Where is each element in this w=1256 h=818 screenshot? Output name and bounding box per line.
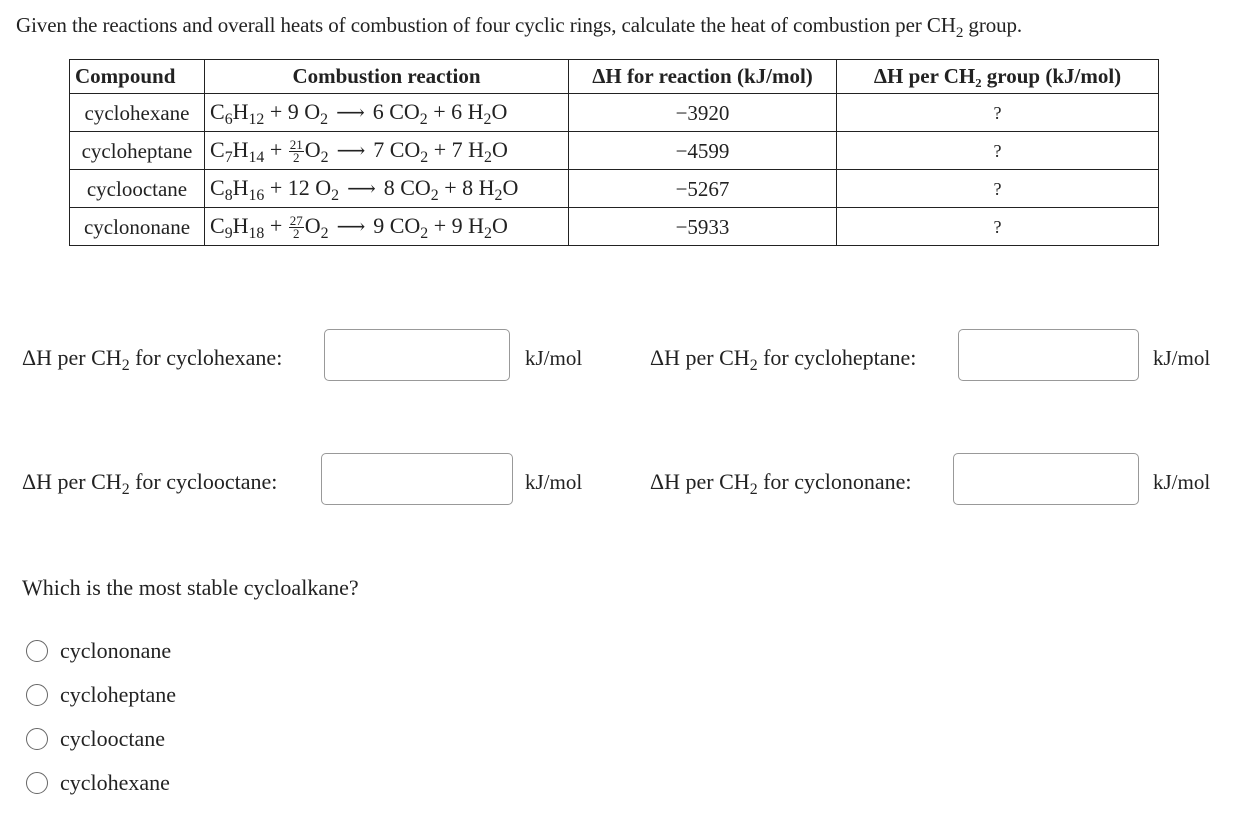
answer-label-cyclononane: ΔH per $CH_2$ for cyclononane: — [650, 469, 912, 499]
unit-label: kJ/mol — [525, 470, 583, 494]
compound-name: cyclooctane — [70, 170, 205, 208]
option-cyclohexane[interactable] — [26, 769, 170, 797]
option-label: cyclohexane — [60, 770, 170, 795]
dh-per-ch2-value: ? — [837, 208, 1159, 246]
radio-button[interactable] — [26, 728, 48, 750]
dh-reaction-value: −3920 — [569, 94, 837, 132]
reaction-equation: $C_9H_{18}$ + $\frac{27}{2}$ $O_2$ ⟶ 9 $CO_2 + 9$ $H_2O$ — [205, 208, 569, 246]
answer-input-cyclononane[interactable] — [953, 453, 1139, 505]
dh-reaction-value: −5267 — [569, 170, 837, 208]
radio-button[interactable] — [26, 772, 48, 794]
dh-reaction-value: −5933 — [569, 208, 837, 246]
answer-label-cyclooctane: ΔH per $CH_2$ for cyclooctane: — [22, 469, 278, 499]
table-header-row — [70, 60, 1159, 94]
dh-per-ch2-value: ? — [837, 94, 1159, 132]
answer-input-cycloheptane[interactable] — [958, 329, 1139, 381]
problem-prompt: Given the reactions and overall heats of combustion of four cyclic rings, calculate the heat of combustion per $CH_2$ group. — [16, 13, 1023, 41]
option-label: cyclononane — [60, 638, 172, 663]
answer-input-cyclohexane[interactable] — [324, 329, 510, 381]
radio-button[interactable] — [26, 684, 48, 706]
unit-label: kJ/mol — [525, 346, 583, 370]
table-row — [70, 170, 1159, 208]
compound-name: cycloheptane — [70, 132, 205, 170]
header-dh-reaction: ΔH for reaction (kJ/mol) — [569, 60, 837, 94]
reaction-equation: $C_7H_{14}$ + $\frac{21}{2}$ $O_2$ ⟶ 7 $CO_2 + 7$ $H_2O$ — [205, 132, 569, 170]
unit-label: kJ/mol — [1153, 470, 1211, 494]
dh-per-ch2-value: ? — [837, 132, 1159, 170]
header-dh-per-ch2: ΔH per CH₂ group (kJ/mol) — [837, 60, 1159, 94]
answer-label-cyclohexane: ΔH per $CH_2$ for cyclohexane: — [22, 345, 283, 375]
header-compound: Compound — [70, 60, 205, 94]
compound-name: cyclononane — [70, 208, 205, 246]
fraction: $\frac{27}{2}$ — [289, 213, 303, 242]
answer-label-cycloheptane: ΔH per $CH_2$ for cycloheptane: — [650, 345, 917, 375]
option-cyclononane[interactable] — [26, 637, 171, 665]
option-cycloheptane[interactable] — [26, 681, 176, 709]
dh-reaction-value: −4599 — [569, 132, 837, 170]
option-cyclooctane[interactable] — [26, 725, 165, 753]
table-row — [70, 132, 1159, 170]
reaction-equation: $C_6H_{12} + 9$ $O_2$ ⟶ 6 $CO_2 + 6$ $H_2O$ — [205, 94, 569, 132]
option-label: cycloheptane — [60, 682, 177, 707]
option-label: cyclooctane — [60, 726, 166, 751]
radio-button[interactable] — [26, 640, 48, 662]
unit-label: kJ/mol — [1153, 346, 1211, 370]
combustion-table — [69, 59, 1159, 246]
table-row — [70, 94, 1159, 132]
compound-name: cyclohexane — [70, 94, 205, 132]
answer-input-cyclooctane[interactable] — [321, 453, 513, 505]
stability-question: Which is the most stable cycloalkane? — [22, 575, 359, 600]
reaction-equation: $C_8H_{16} + 12$ $O_2$ ⟶ 8 $CO_2 + 8$ $H_2O$ — [205, 170, 569, 208]
fraction: $\frac{21}{2}$ — [289, 137, 303, 166]
header-reaction: Combustion reaction — [205, 60, 569, 94]
dh-per-ch2-value: ? — [837, 170, 1159, 208]
table-row — [70, 208, 1159, 246]
